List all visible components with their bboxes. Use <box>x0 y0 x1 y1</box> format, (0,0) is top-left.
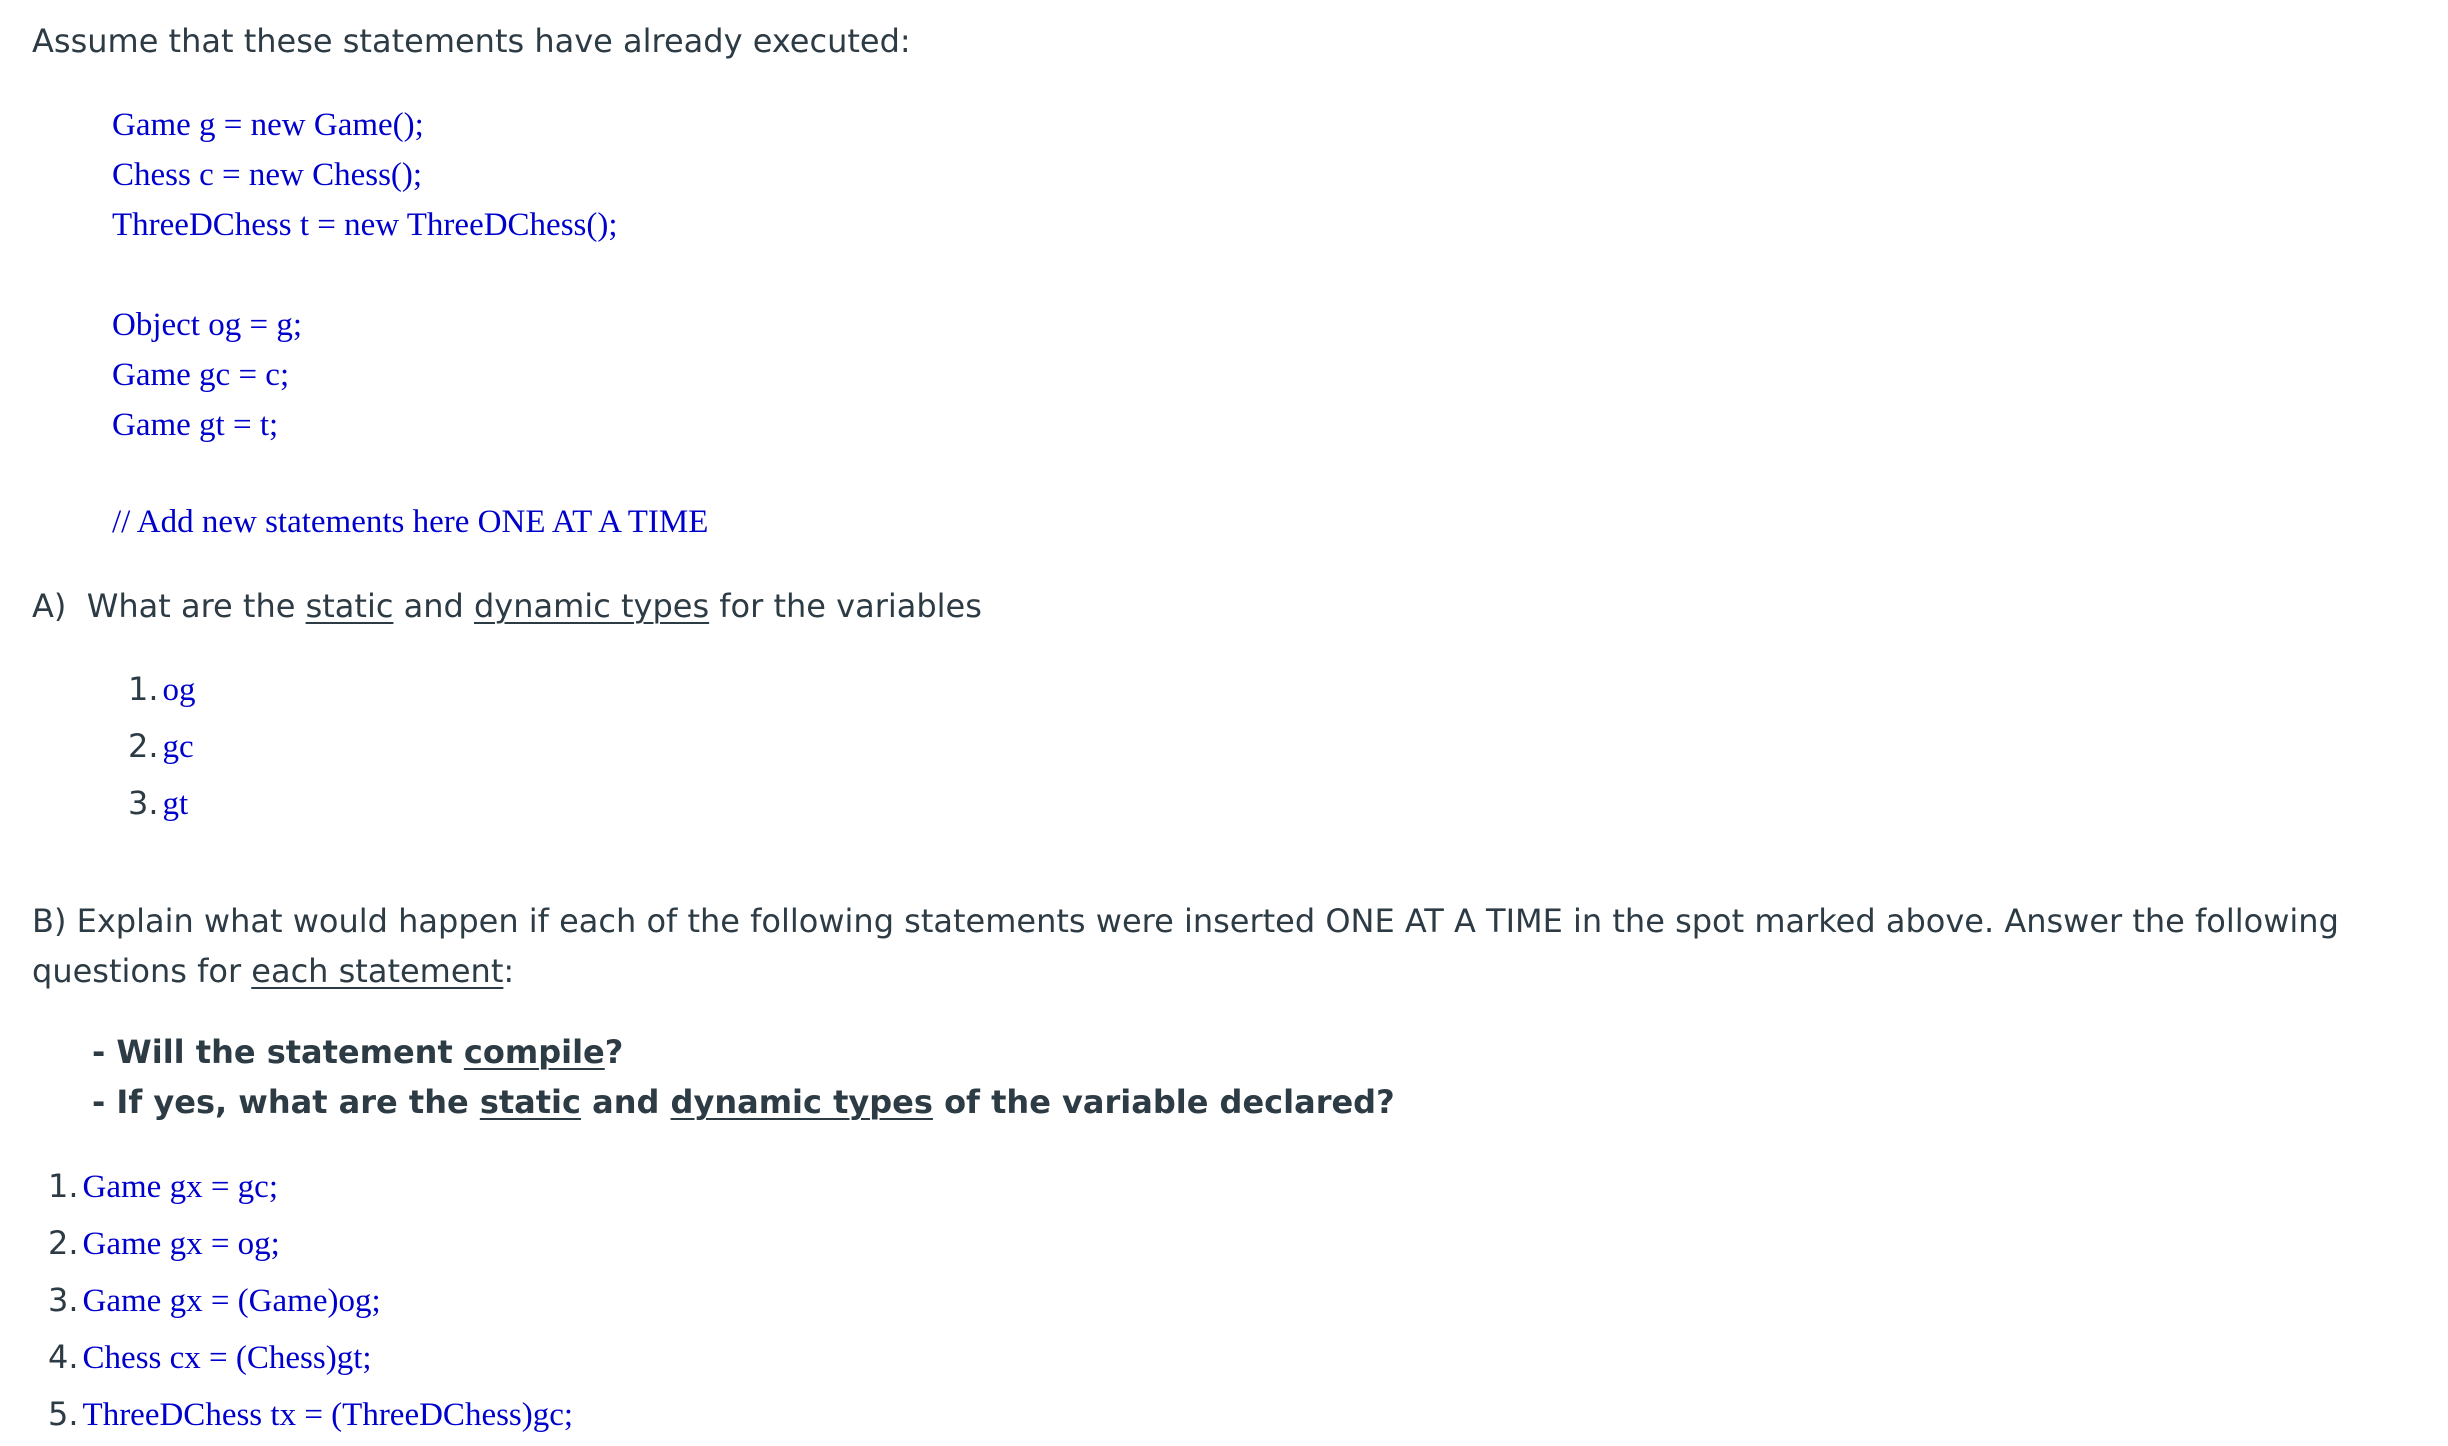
part-b-line1: B) Explain what would happen if each of the following statements were inserted ONE AT A TIME in the spot marked above. Answer the following <box>32 902 2339 940</box>
list-number: 2. <box>48 1224 79 1262</box>
list-item <box>128 778 196 835</box>
statement-code: Game gx = gc; <box>82 1169 279 1205</box>
code-line: Game gc = c; <box>112 357 290 393</box>
static-link[interactable]: static <box>305 587 394 625</box>
part-b-line2 <box>32 946 514 996</box>
list-number: 3. <box>128 784 159 822</box>
list-number: 2. <box>128 727 159 765</box>
static-link[interactable]: static <box>479 1083 581 1121</box>
compile-link[interactable]: compile <box>463 1033 605 1071</box>
code-line: ThreeDChess t = new ThreeDChess(); <box>112 207 618 243</box>
dynamic-types-link[interactable]: dynamic types <box>473 587 710 625</box>
list-item <box>48 1275 573 1332</box>
q2-and: and <box>580 1083 671 1121</box>
list-item <box>48 1389 573 1446</box>
list-number: 5. <box>48 1395 79 1433</box>
code-block-declarations <box>112 100 618 250</box>
part-a-and: and <box>393 587 474 625</box>
q2-prefix: - If yes, what are the <box>92 1083 480 1121</box>
q1-suffix: ? <box>604 1033 624 1071</box>
part-a-list <box>128 664 196 835</box>
list-var: gt <box>162 786 189 822</box>
list-item <box>128 721 196 778</box>
list-var: og <box>162 672 196 708</box>
list-var: gc <box>162 729 194 765</box>
list-item <box>48 1161 573 1218</box>
question-types <box>92 1077 1395 1127</box>
dynamic-types-link[interactable]: dynamic types <box>670 1083 933 1121</box>
list-number: 1. <box>48 1167 79 1205</box>
list-number: 1. <box>128 670 159 708</box>
part-b-statements <box>48 1161 573 1446</box>
part-a-question <box>32 581 982 631</box>
list-number: 4. <box>48 1338 79 1376</box>
list-item <box>48 1332 573 1389</box>
code-line: Object og = g; <box>112 307 302 343</box>
q2-suffix: of the variable declared? <box>932 1083 1395 1121</box>
question-compile <box>92 1027 623 1077</box>
statement-code: Game gx = (Game)og; <box>82 1283 381 1319</box>
list-number: 3. <box>48 1281 79 1319</box>
statement-code: Game gx = og; <box>82 1226 280 1262</box>
part-a-prefix: A) What are the <box>32 587 306 625</box>
code-line: Chess c = new Chess(); <box>112 157 423 193</box>
statement-code: Chess cx = (Chess)gt; <box>82 1340 372 1376</box>
each-statement-link[interactable]: each statement <box>251 952 504 990</box>
list-item <box>48 1218 573 1275</box>
list-item <box>128 664 196 721</box>
part-b-line2-suffix: : <box>503 952 515 990</box>
code-line: Game g = new Game(); <box>112 107 424 143</box>
code-line: Game gt = t; <box>112 407 279 443</box>
part-b-line2-prefix: questions for <box>32 952 252 990</box>
statement-code: ThreeDChess tx = (ThreeDChess)gc; <box>82 1397 574 1433</box>
code-comment: // Add new statements here ONE AT A TIME <box>112 504 709 540</box>
q1-prefix: - Will the statement <box>92 1033 464 1071</box>
code-block-assignments <box>112 300 302 450</box>
part-a-suffix: for the variables <box>709 587 982 625</box>
intro-text: Assume that these statements have already executed: <box>32 22 911 60</box>
